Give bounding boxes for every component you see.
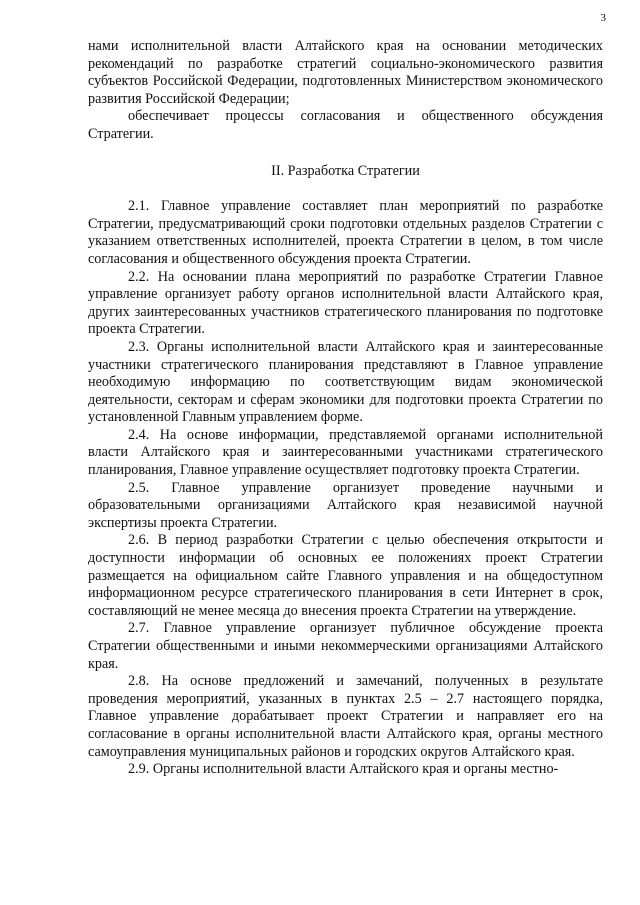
paragraph-2-3: 2.3. Органы исполнительной власти Алтайского края и заинтересованные участники стратегического планирования представляют в Главное управление необходимую информацию по соответствующим видам экономической деятельности, секторам и сферам экономики для подготовки проекта Стратегии по установленной Главным управлением форме. [88, 338, 603, 426]
paragraph-2-1: 2.1. Главное управление составляет план мероприятий по разработке Стратегии, предусматривающий сроки подготовки отдельных разделов Стратегии с указанием ответственных исполнителей, проекта Стратегии в целом, в том числе согласования и общественного обсуждения проекта Стратегии. [88, 198, 603, 267]
paragraph-2-5: 2.5. Главное управление организует проведение научными и образовательными организациями Алтайского края независимой научной экспертизы проекта Стратегии. [88, 479, 603, 531]
paragraph-2-8: 2.8. На основе предложений и замечаний, полученных в результате проведения мероприятий, указанных в пунктах 2.5 – 2.7 настоящего порядка, Главное управление дорабатывает проект Стратегии и направляет его на согласование в органы исполнительной власти Алтайского края, органы местного самоуправления муниципальных районов и городских округов Алтайского края. [88, 673, 603, 760]
page-number: 3 [600, 12, 606, 24]
intro-item: обеспечивает процессы согласования и общественного обсуждения Стратегии. [88, 108, 603, 142]
section-heading: II. Разработка Стратегии [271, 162, 420, 179]
intro-continuation: нами исполнительной власти Алтайского края на основании методических рекомендаций по разработке стратегий социально-экономического развития субъектов Российской Федерации, подготовленных Министерством экономического развития Российской Федерации; [88, 38, 603, 107]
paragraph-2-6: 2.6. В период разработки Стратегии с целью обеспечения открытости и доступности информации об основных ее положениях проект Стратегии размещается на официальном сайте Главного управления и на общедоступном информационном ресурсе стратегического планирования в сети Интернет в срок, составляющий не менее месяца до внесения проекта Стратегии на утверждение. [88, 532, 603, 619]
paragraph-2-2: 2.2. На основании плана мероприятий по разработке Стратегии Главное управление организует работу органов исполнительной власти Алтайского края, других заинтересованных участников стратегического планирования по подготовке проекта Стратегии. [88, 268, 603, 338]
paragraph-2-7: 2.7. Главное управление организует публичное обсуждение проекта Стратегии общественными и иными некоммерческими организациями Алтайского края. [88, 620, 603, 672]
paragraph-2-9: 2.9. Органы исполнительной власти Алтайского края и органы местно- [128, 761, 559, 778]
document-body [88, 38, 603, 779]
paragraph-2-4: 2.4. На основе информации, представляемой органами исполнительной власти Алтайского края и заинтересованными участниками стратегического планирования, Главное управление осуществляет подготовку проекта Стратегии. [88, 426, 603, 479]
